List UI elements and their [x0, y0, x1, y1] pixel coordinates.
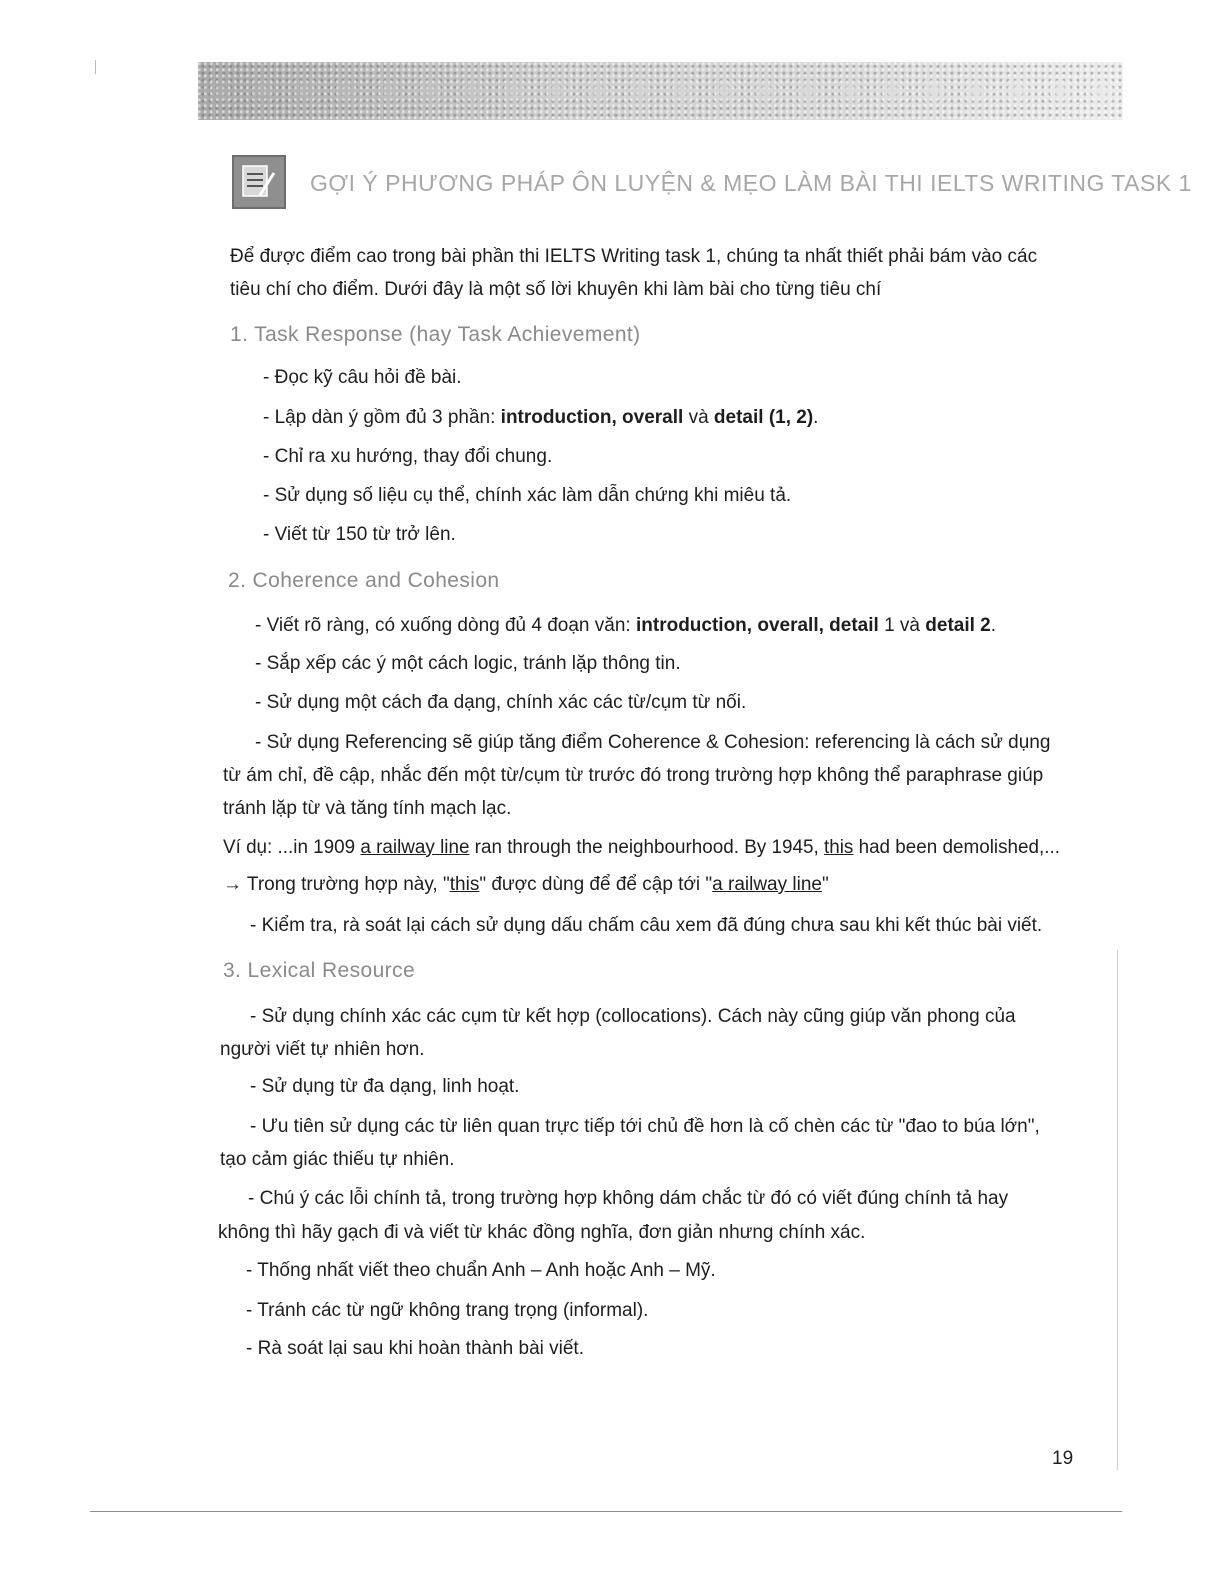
list-item: - Đọc kỹ câu hỏi đề bài. — [263, 367, 462, 388]
scan-edge — [1117, 950, 1118, 1470]
list-item: - Rà soát lại sau khi hoàn thành bài viết. — [246, 1338, 584, 1359]
text-span: và — [683, 407, 714, 428]
underlined-term: a railway line — [360, 837, 470, 858]
bold-term: introduction, overall — [500, 407, 684, 428]
section-heading-lexical: 3. Lexical Resource — [223, 959, 416, 982]
list-item: - Chỉ ra xu hướng, thay đổi chung. — [263, 446, 553, 467]
list-item-continuation: từ ám chỉ, đề cập, nhắc đến một từ/cụm từ trước đó trong trường hợp không thể paraphrase giúp — [223, 765, 1044, 786]
list-item-continuation: tạo cảm giác thiếu tự nhiên. — [220, 1149, 455, 1170]
list-item — [255, 612, 996, 640]
page-header-title: GỢI Ý PHƯƠNG PHÁP ÔN LUYỆN & MẸO LÀM BÀI THI IELTS WRITING TASK 1 — [310, 170, 1192, 196]
underlined-term: a railway line — [712, 874, 822, 895]
text-span: - Viết rõ ràng, có xuống dòng đủ 4 đoạn văn: — [255, 615, 636, 636]
page-number: 19 — [1052, 1448, 1074, 1469]
explanation-line — [223, 871, 829, 899]
underlined-term: this — [449, 874, 480, 895]
list-item: - Sắp xếp các ý một cách logic, tránh lặp thông tin. — [255, 653, 681, 674]
example-line — [223, 834, 1060, 862]
list-item: - Sử dụng chính xác các cụm từ kết hợp (collocations). Cách này cũng giúp văn phong của — [250, 1006, 1016, 1027]
list-item: - Sử dụng số liệu cụ thể, chính xác làm dẫn chứng khi miêu tả. — [263, 485, 792, 506]
bold-term: introduction, overall, detail — [635, 615, 879, 636]
text-span: 1 và — [878, 615, 926, 636]
text-span: . — [813, 407, 819, 428]
section-heading-coherence: 2. Coherence and Cohesion — [228, 569, 500, 592]
text-span: ran through the neighbourhood. By 1945, — [469, 837, 824, 858]
list-item: - Sử dụng từ đa dạng, linh hoạt. — [250, 1076, 520, 1097]
list-item-continuation: người viết tự nhiên hơn. — [220, 1039, 425, 1060]
list-item: - Viết từ 150 từ trở lên. — [263, 524, 456, 545]
list-item: - Tránh các từ ngữ không trang trọng (informal). — [246, 1300, 649, 1321]
section-heading-task-response: 1. Task Response (hay Task Achievement) — [230, 323, 641, 346]
list-item: - Sử dụng Referencing sẽ giúp tăng điểm Coherence & Cohesion: referencing là cách sử dụng — [255, 732, 1051, 753]
text-span: - Lập dàn ý gồm đủ 3 phần: — [263, 407, 501, 428]
text-span: . — [990, 615, 997, 636]
list-item: - Chú ý các lỗi chính tả, trong trường hợp không dám chắc từ đó có viết đúng chính tả hay — [248, 1188, 1009, 1209]
bold-term: detail 2 — [925, 615, 991, 636]
text-span: " — [821, 874, 829, 895]
bold-term: detail (1, 2) — [713, 407, 814, 428]
list-item: - Kiểm tra, rà soát lại cách sử dụng dấu chấm câu xem đã đúng chưa sau khi kết thúc bài viết. — [250, 915, 1043, 936]
text-span: → Trong trường hợp này, " — [223, 874, 450, 895]
list-item: - Thống nhất viết theo chuẩn Anh – Anh hoặc Anh – Mỹ. — [246, 1260, 716, 1281]
text-span: Ví dụ: ...in 1909 — [223, 837, 361, 858]
text-span: had been demolished,... — [853, 837, 1060, 858]
text-span: " được dùng để để cập tới " — [479, 874, 713, 895]
intro-line-2: tiêu chí cho điểm. Dưới đây là một số lời khuyên khi làm bài cho từng tiêu chí — [230, 279, 882, 300]
footer-rule — [90, 1511, 1122, 1512]
list-item: - Sử dụng một cách đa dạng, chính xác các từ/cụm từ nối. — [255, 692, 747, 713]
list-item — [263, 404, 818, 432]
list-item-continuation: không thì hãy gạch đi và viết từ khác đồng nghĩa, đơn giản nhưng chính xác. — [218, 1222, 866, 1243]
list-item: - Ưu tiên sử dụng các từ liên quan trực tiếp tới chủ đề hơn là cố chèn các từ "đao to búa lớn", — [250, 1116, 1040, 1137]
list-item-continuation: tránh lặp từ và tăng tính mạch lạc. — [223, 798, 512, 819]
underlined-term: this — [823, 837, 854, 858]
intro-line-1: Để được điểm cao trong bài phần thi IELTS Writing task 1, chúng ta nhất thiết phải bám vào các — [230, 246, 1038, 267]
